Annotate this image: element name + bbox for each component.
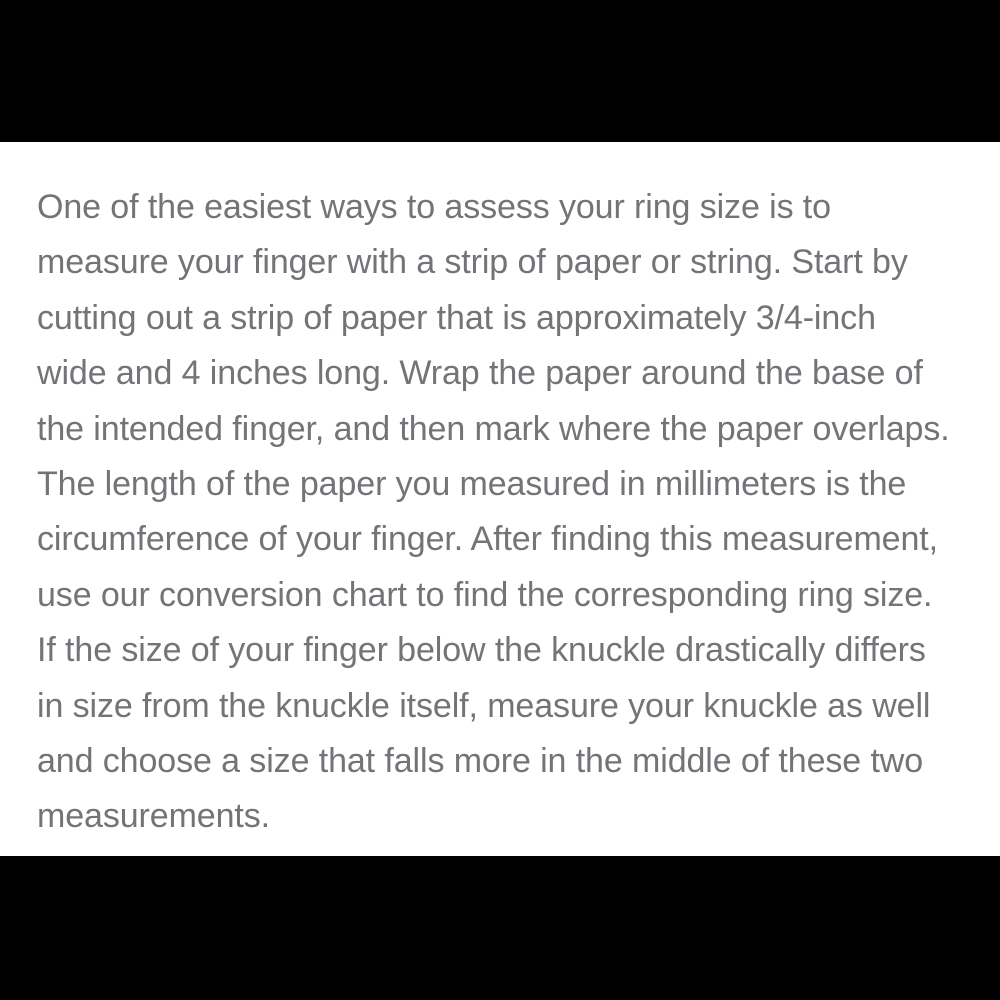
paragraph-line: wide and 4 inches long. Wrap the paper around the base of (37, 354, 923, 393)
paragraph-line: in size from the knuckle itself, measure your knuckle as well (37, 686, 931, 725)
paragraph-line: circumference of your finger. After finding this measurement, (37, 520, 938, 559)
paragraph-line: If the size of your finger below the knuckle drastically differs (37, 631, 926, 670)
content-area (0, 142, 1000, 856)
paragraph-line: measurements. (37, 797, 271, 836)
paragraph-line: the intended finger, and then mark where the paper overlaps. (37, 409, 950, 448)
body-paragraph (0, 180, 1000, 845)
paragraph-line: use our conversion chart to find the corresponding ring size. (37, 575, 933, 614)
paragraph-line: cutting out a strip of paper that is approximately 3/4-inch (37, 298, 876, 337)
paragraph-line: measure your finger with a strip of paper or string. Start by (37, 243, 908, 282)
bottom-letterbox-bar (0, 856, 1000, 1000)
paragraph-line: and choose a size that falls more in the middle of these two (37, 742, 924, 781)
paragraph-line: One of the easiest ways to assess your ring size is to (37, 188, 831, 226)
paragraph-line: The length of the paper you measured in millimeters is the (37, 465, 907, 504)
top-letterbox-bar (0, 0, 1000, 142)
